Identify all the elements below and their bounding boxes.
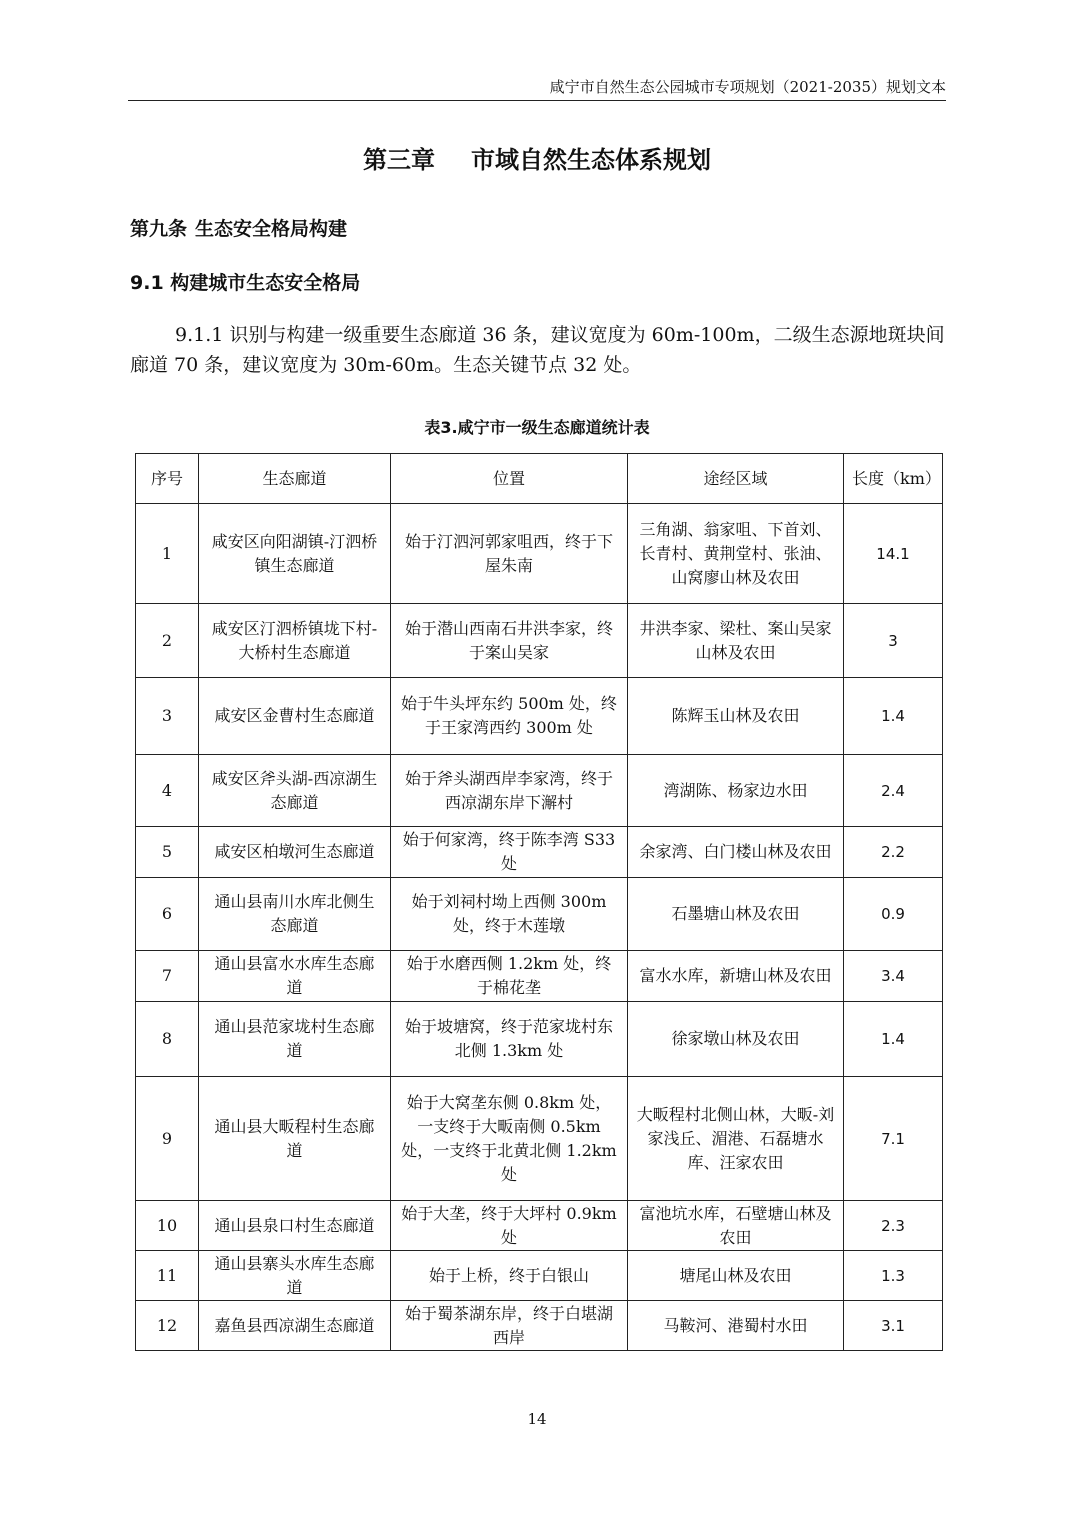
cell-corridor: 嘉鱼县西凉湖生态廊道 — [199, 1301, 391, 1351]
cell-length: 7.1 — [844, 1077, 943, 1201]
cell-area: 富水水库，新塘山林及农田 — [628, 951, 844, 1002]
cell-corridor: 通山县富水水库生态廊道 — [199, 951, 391, 1002]
cell-area: 三角湖、翁家咀、下首刘、长青村、黄荆堂村、张油、山窝廖山林及农田 — [628, 504, 844, 604]
cell-area: 大畈程村北侧山林，大畈-刘家浅丘、湄港、石磊塘水库、汪家农田 — [628, 1077, 844, 1201]
table-row — [136, 878, 943, 951]
header-length: 长度（km） — [844, 454, 943, 504]
cell-corridor: 通山县寨头水库生态廊道 — [199, 1251, 391, 1301]
table-row — [136, 951, 943, 1002]
table-row — [136, 678, 943, 755]
chapter-number: 第三章 — [363, 146, 435, 174]
header-rule — [128, 100, 946, 101]
cell-area: 塘尾山林及农田 — [628, 1251, 844, 1301]
cell-length: 3 — [844, 604, 943, 678]
running-header: 咸宁市自然生态公园城市专项规划（2021-2035）规划文本 — [549, 78, 946, 96]
cell-area: 陈辉玉山林及农田 — [628, 678, 844, 755]
table-caption: 表3.咸宁市一级生态廊道统计表 — [424, 418, 650, 437]
cell-area: 井洪李家、梁杜、案山吴家山林及农田 — [628, 604, 844, 678]
cell-corridor: 通山县范家垅村生态廊道 — [199, 1002, 391, 1077]
cell-no: 6 — [136, 878, 199, 951]
table-header-row — [136, 454, 943, 504]
cell-length: 2.4 — [844, 755, 943, 827]
cell-no: 5 — [136, 827, 199, 878]
chapter-title: 市域自然生态体系规划 — [471, 146, 711, 174]
table-row — [136, 604, 943, 678]
table-row — [136, 504, 943, 604]
header-area: 途经区域 — [628, 454, 844, 504]
cell-no: 4 — [136, 755, 199, 827]
cell-corridor: 咸安区斧头湖-西凉湖生态廊道 — [199, 755, 391, 827]
cell-no: 3 — [136, 678, 199, 755]
cell-location: 始于坡塘窝，终于范家垅村东北侧 1.3km 处 — [391, 1002, 628, 1077]
cell-location: 始于上桥，终于白银山 — [391, 1251, 628, 1301]
table-row — [136, 1201, 943, 1251]
cell-location: 始于大窝垄东侧 0.8km 处，一支终于大畈南侧 0.5km 处，一支终于北黄北侧 1.2km 处 — [391, 1077, 628, 1201]
article-title: 生态安全格局构建 — [195, 218, 348, 240]
cell-location: 始于蜀茶湖东岸，终于白堪湖西岸 — [391, 1301, 628, 1351]
cell-location: 始于大垄，终于大坪村 0.9km 处 — [391, 1201, 628, 1251]
cell-no: 2 — [136, 604, 199, 678]
cell-location: 始于水磨西侧 1.2km 处，终于棉花垄 — [391, 951, 628, 1002]
cell-corridor: 咸安区柏墩河生态廊道 — [199, 827, 391, 878]
table-row — [136, 755, 943, 827]
article-heading — [130, 215, 347, 243]
cell-area: 石墨塘山林及农田 — [628, 878, 844, 951]
article-number: 第九条 — [130, 218, 188, 240]
cell-area: 富池坑水库，石壁塘山林及农田 — [628, 1201, 844, 1251]
cell-no: 7 — [136, 951, 199, 1002]
cell-length: 1.3 — [844, 1251, 943, 1301]
header-no: 序号 — [136, 454, 199, 504]
table-row — [136, 827, 943, 878]
cell-length: 14.1 — [844, 504, 943, 604]
cell-area: 湾湖陈、杨家边水田 — [628, 755, 844, 827]
body-paragraph — [130, 320, 945, 386]
paragraph-text: 9.1.1 识别与构建一级重要生态廊道 36 条，建议宽度为 60m-100m，二级生态源地斑块间廊道 70 条，建议宽度为 30m-60m。生态关键节点 32 处。 — [130, 324, 945, 376]
section-heading: 9.1 构建城市生态安全格局 — [130, 272, 361, 294]
cell-corridor: 咸安区金曹村生态廊道 — [199, 678, 391, 755]
page-number: 14 — [527, 1410, 547, 1428]
cell-corridor: 咸安区汀泗桥镇垅下村-大桥村生态廊道 — [199, 604, 391, 678]
cell-location: 始于何家湾，终于陈李湾 S33 处 — [391, 827, 628, 878]
corridor-table — [135, 453, 943, 1351]
cell-location: 始于斧头湖西岸李家湾，终于西凉湖东岸下澥村 — [391, 755, 628, 827]
table-row — [136, 1077, 943, 1201]
cell-length: 0.9 — [844, 878, 943, 951]
cell-area: 马鞍河、港蜀村水田 — [628, 1301, 844, 1351]
cell-corridor: 通山县大畈程村生态廊道 — [199, 1077, 391, 1201]
cell-location: 始于牛头坪东约 500m 处，终于王家湾西约 300m 处 — [391, 678, 628, 755]
cell-location: 始于汀泗河郭家咀西，终于下屋朱南 — [391, 504, 628, 604]
cell-no: 12 — [136, 1301, 199, 1351]
table-row — [136, 1301, 943, 1351]
header-location: 位置 — [391, 454, 628, 504]
table-row — [136, 1002, 943, 1077]
cell-area: 余家湾、白门楼山林及农田 — [628, 827, 844, 878]
chapter-heading — [128, 143, 946, 177]
cell-length: 1.4 — [844, 1002, 943, 1077]
cell-area: 徐家墩山林及农田 — [628, 1002, 844, 1077]
cell-no: 11 — [136, 1251, 199, 1301]
cell-no: 9 — [136, 1077, 199, 1201]
cell-length: 3.1 — [844, 1301, 943, 1351]
cell-no: 10 — [136, 1201, 199, 1251]
cell-corridor: 咸安区向阳湖镇-汀泗桥镇生态廊道 — [199, 504, 391, 604]
table-row — [136, 1251, 943, 1301]
cell-corridor: 通山县泉口村生态廊道 — [199, 1201, 391, 1251]
cell-no: 8 — [136, 1002, 199, 1077]
cell-location: 始于刘祠村坳上西侧 300m 处，终于木莲墩 — [391, 878, 628, 951]
cell-length: 1.4 — [844, 678, 943, 755]
cell-length: 2.3 — [844, 1201, 943, 1251]
cell-length: 3.4 — [844, 951, 943, 1002]
cell-length: 2.2 — [844, 827, 943, 878]
cell-location: 始于潜山西南石井洪李家，终于案山吴家 — [391, 604, 628, 678]
header-corridor: 生态廊道 — [199, 454, 391, 504]
cell-no: 1 — [136, 504, 199, 604]
cell-corridor: 通山县南川水库北侧生态廊道 — [199, 878, 391, 951]
